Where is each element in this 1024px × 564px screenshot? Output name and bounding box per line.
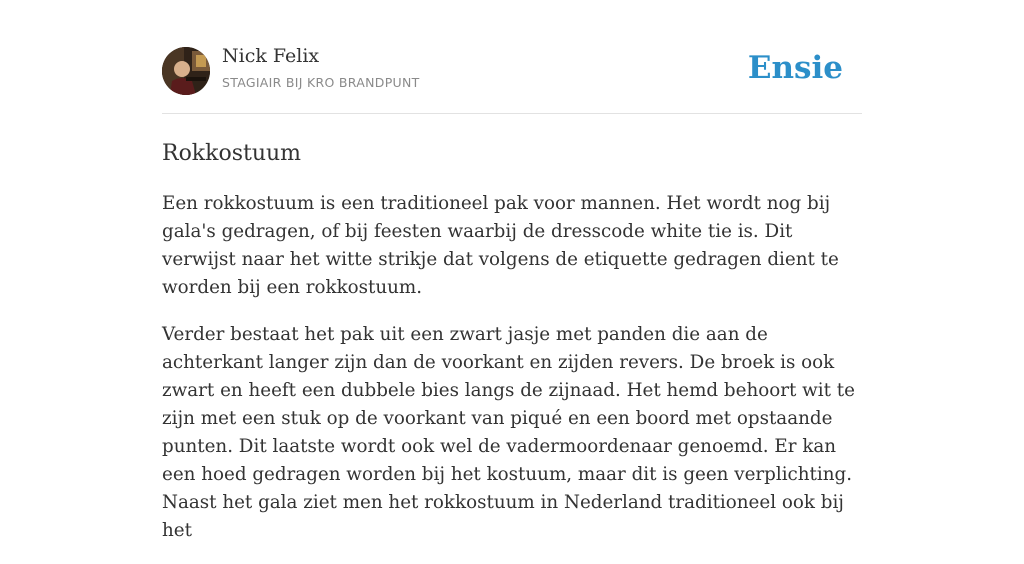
ensie-logo[interactable]: Ensie	[747, 50, 843, 86]
author-role: STAGIAIR BIJ KRO BRANDPUNT	[222, 75, 420, 90]
article-body	[162, 190, 862, 545]
article-title: Rokkostuum	[162, 141, 302, 166]
author-avatar[interactable]	[162, 47, 210, 95]
article-paragraph: Verder bestaat het pak uit een zwart jasje met panden die aan de achterkant langer zijn dan de voorkant en zijden revers. De broek is ook zwart en heeft een dubbele bies langs de zijnaad. Het hemd behoort wit te zijn met een stuk op de voorkant van piqué en een boord met opstaande punten. Dit laatste wordt ook wel de vadermoordenaar genoemd. Er kan een hoed gedragen worden bij het kostuum, maar dit is geen verplichting.	[162, 324, 855, 485]
avatar-photo	[162, 47, 210, 95]
article-page	[162, 0, 862, 564]
article-header	[162, 0, 862, 114]
article-paragraph: Een rokkostuum is een traditioneel pak voor mannen. Het wordt nog bij gala's gedragen, of bij feesten waarbij de dresscode white tie is. Dit verwijst naar het witte strikje dat volgens de etiquette gedragen dient te worden bij een rokkostuum.	[162, 193, 839, 298]
author-name[interactable]: Nick Felix	[222, 45, 320, 67]
article-paragraph: Naast het gala ziet men het rokkostuum in Nederland traditioneel ook bij het	[162, 492, 844, 541]
